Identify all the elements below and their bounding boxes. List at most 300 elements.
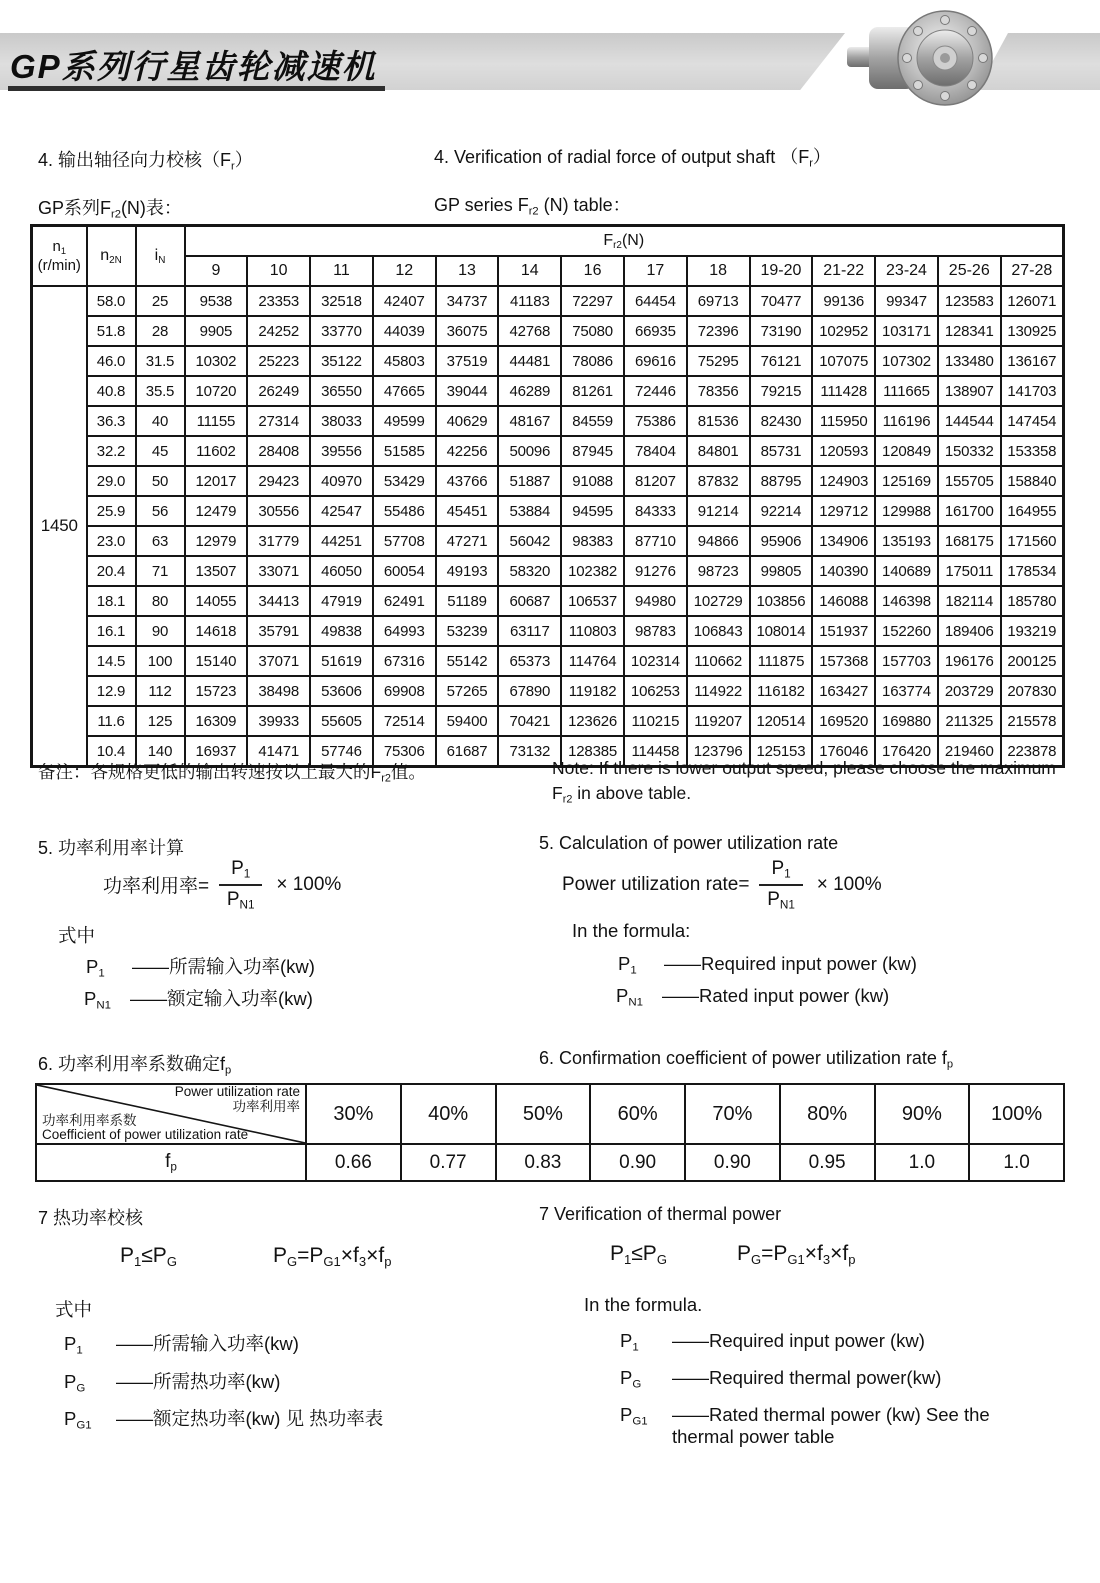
fr2-value-cell: 46050 — [310, 556, 373, 586]
fr2-value-cell: 87710 — [624, 526, 687, 556]
gear-reducer-illustration — [845, 3, 1005, 115]
in-cell: 71 — [136, 556, 185, 586]
fr2-value-cell: 41183 — [498, 286, 561, 316]
fr2-value-cell: 67890 — [498, 676, 561, 706]
fr2-value-cell: 53239 — [436, 616, 499, 646]
fr2-value-cell: 106253 — [624, 676, 687, 706]
fr2-value-cell: 111665 — [875, 376, 938, 406]
fr2-value-cell: 125153 — [750, 736, 813, 767]
fr2-value-cell: 38498 — [247, 676, 310, 706]
fr2-value-cell: 189406 — [938, 616, 1001, 646]
fr2-value-cell: 64993 — [373, 616, 436, 646]
fr2-value-cell: 26249 — [247, 376, 310, 406]
fr2-value-cell: 75306 — [373, 736, 436, 767]
fr2-value-cell: 39933 — [247, 706, 310, 736]
section5-intro-zh: 式中 — [58, 925, 96, 946]
fr2-value-cell: 58320 — [498, 556, 561, 586]
fr2-value-cell: 69908 — [373, 676, 436, 706]
fraction-denominator: PN1 — [767, 888, 795, 912]
pg1-description-line1: ——Rated thermal power (kw) See the — [672, 1404, 990, 1425]
fr2-value-cell: 51189 — [436, 586, 499, 616]
fr2-value-cell: 55142 — [436, 646, 499, 676]
fr2-value-cell: 102382 — [561, 556, 624, 586]
fr2-value-cell: 155705 — [938, 466, 1001, 496]
fr2-value-cell: 34413 — [247, 586, 310, 616]
fr2-value-cell: 178534 — [1001, 556, 1064, 586]
fr2-value-cell: 57746 — [310, 736, 373, 767]
fr2-value-cell: 119207 — [687, 706, 750, 736]
fr2-value-cell: 78356 — [687, 376, 750, 406]
fr2-value-cell: 25223 — [247, 346, 310, 376]
in-cell: 100 — [136, 646, 185, 676]
n2n-cell: 10.4 — [87, 736, 136, 767]
fr2-value-cell: 146088 — [812, 586, 875, 616]
ratio-header-cell: 27-28 — [1001, 256, 1064, 286]
fr2-value-cell: 70477 — [750, 286, 813, 316]
section7-intro-zh: 式中 — [55, 1299, 93, 1320]
fr2-value-cell: 135193 — [875, 526, 938, 556]
fr2-value-cell: 120514 — [750, 706, 813, 736]
fr2-value-cell: 176420 — [875, 736, 938, 767]
fr2-value-cell: 151937 — [812, 616, 875, 646]
ratio-header-cell: 19-20 — [750, 256, 813, 286]
n2n-cell: 51.8 — [87, 316, 136, 346]
fr2-value-cell: 134906 — [812, 526, 875, 556]
fr2-value-cell: 182114 — [938, 586, 1001, 616]
fr2-value-cell: 27314 — [247, 406, 310, 436]
fr2-value-cell: 14618 — [185, 616, 248, 646]
fr2-value-cell: 42547 — [310, 496, 373, 526]
fr2-value-cell: 72446 — [624, 376, 687, 406]
in-cell: 63 — [136, 526, 185, 556]
fr2-value-cell: 84333 — [624, 496, 687, 526]
fr2-value-cell: 78404 — [624, 436, 687, 466]
fr2-value-cell: 169520 — [812, 706, 875, 736]
fr2-value-cell: 106537 — [561, 586, 624, 616]
fr2-value-cell: 157703 — [875, 646, 938, 676]
ratio-header-cell: 11 — [310, 256, 373, 286]
percent-header: 90% — [875, 1084, 970, 1144]
fr2-value-cell: 63117 — [498, 616, 561, 646]
corner-bottom-en: Coefficient of power utilization rate — [42, 1127, 249, 1143]
fp-value: 1.0 — [875, 1144, 970, 1181]
fr2-value-cell: 152260 — [875, 616, 938, 646]
fr2-value-cell: 123796 — [687, 736, 750, 767]
fr2-table-row — [32, 586, 1064, 616]
fr2-value-cell: 95906 — [750, 526, 813, 556]
ratio-header-cell: 17 — [624, 256, 687, 286]
n2n-cell: 29.0 — [87, 466, 136, 496]
fr2-table-row — [32, 496, 1064, 526]
fr2-value-cell: 99805 — [750, 556, 813, 586]
percent-header: 30% — [306, 1084, 401, 1144]
fr2-header-row-1 — [32, 226, 1064, 257]
fr2-value-cell: 219460 — [938, 736, 1001, 767]
fr2-value-cell: 84559 — [561, 406, 624, 436]
fr2-value-cell: 223878 — [1001, 736, 1064, 767]
n1-unit: (r/min) — [37, 256, 81, 274]
fr2-value-cell: 157368 — [812, 646, 875, 676]
fr2-value-cell: 114922 — [687, 676, 750, 706]
fr2-value-cell: 53884 — [498, 496, 561, 526]
p1-description: ——所需输入功率(kw) — [132, 956, 315, 977]
fr2-value-cell: 124903 — [812, 466, 875, 496]
section7-title-en: 7 Verification of thermal power — [539, 1204, 782, 1224]
n2n-cell: 23.0 — [87, 526, 136, 556]
p1-definition-zh — [86, 953, 315, 979]
fr2-value-cell: 42256 — [436, 436, 499, 466]
fr2-value-cell: 91214 — [687, 496, 750, 526]
in-cell: 31.5 — [136, 346, 185, 376]
fr2-value-cell: 140689 — [875, 556, 938, 586]
fr2-value-cell: 200125 — [1001, 646, 1064, 676]
fraction-zh — [219, 858, 262, 911]
fp-value: 0.90 — [685, 1144, 780, 1181]
fr2-table-row — [32, 316, 1064, 346]
fp-value: 0.77 — [401, 1144, 496, 1181]
fr2-table-row — [32, 526, 1064, 556]
fr2-value-cell: 140390 — [812, 556, 875, 586]
n2n-cell: 20.4 — [87, 556, 136, 586]
fr2-table-row — [32, 556, 1064, 586]
in-header-cell: iN — [136, 226, 185, 287]
in-cell: 28 — [136, 316, 185, 346]
fraction-en — [759, 858, 802, 911]
fr2-value-cell: 16309 — [185, 706, 248, 736]
fr2-value-cell: 110215 — [624, 706, 687, 736]
fr2-value-cell: 32518 — [310, 286, 373, 316]
times-100-label: × 100% — [816, 873, 882, 895]
fr2-value-cell: 43766 — [436, 466, 499, 496]
fr2-value-cell: 163774 — [875, 676, 938, 706]
fr2-value-cell: 57708 — [373, 526, 436, 556]
in-cell: 45 — [136, 436, 185, 466]
fr2-table-row — [32, 616, 1064, 646]
fr2-value-cell: 48167 — [498, 406, 561, 436]
fr2-value-cell: 44481 — [498, 346, 561, 376]
fr2-value-cell: 147454 — [1001, 406, 1064, 436]
fr2-value-cell: 24252 — [247, 316, 310, 346]
fr2-value-cell: 176046 — [812, 736, 875, 767]
p1-symbol: P1 — [86, 956, 105, 980]
formula-p1-le-pg: P1≤PG — [610, 1242, 667, 1267]
fp-value: 0.95 — [780, 1144, 875, 1181]
ratio-header-cell: 12 — [373, 256, 436, 286]
fr2-value-cell: 65373 — [498, 646, 561, 676]
fr2-value-cell: 85731 — [750, 436, 813, 466]
fr2-value-cell: 35791 — [247, 616, 310, 646]
p1-symbol: P1 — [620, 1330, 639, 1354]
fr2-value-cell: 33770 — [310, 316, 373, 346]
fr2-value-cell: 138907 — [938, 376, 1001, 406]
fr2-value-cell: 102314 — [624, 646, 687, 676]
fr2-value-cell: 13507 — [185, 556, 248, 586]
ratio-header-cell: 21-22 — [812, 256, 875, 286]
fr2-value-cell: 72396 — [687, 316, 750, 346]
fr2-value-cell: 73132 — [498, 736, 561, 767]
page-title: GP系列行星齿轮减速机 — [10, 48, 377, 85]
p1-definition-en7 — [620, 1330, 925, 1353]
fr2-value-cell: 53606 — [310, 676, 373, 706]
fr2-value-cell: 114764 — [561, 646, 624, 676]
fr2-value-cell: 110662 — [687, 646, 750, 676]
percent-header: 70% — [685, 1084, 780, 1144]
fr2-value-cell: 87945 — [561, 436, 624, 466]
fr2-value-cell: 164955 — [1001, 496, 1064, 526]
pn1-symbol: PN1 — [84, 988, 112, 1012]
fr2-value-cell: 12979 — [185, 526, 248, 556]
section5-title-zh: 5. 功率利用率计算 — [38, 838, 185, 858]
times-100-label: × 100% — [276, 873, 342, 895]
n2n-cell: 58.0 — [87, 286, 136, 316]
fr2-value-cell: 41471 — [247, 736, 310, 767]
fr2-value-cell: 161700 — [938, 496, 1001, 526]
fr2-value-cell: 193219 — [1001, 616, 1064, 646]
pg1-symbol: PG1 — [620, 1404, 648, 1428]
fp-value: 0.90 — [590, 1144, 685, 1181]
fr2-value-cell: 129712 — [812, 496, 875, 526]
fr2-table-row — [32, 676, 1064, 706]
fr2-value-cell: 91276 — [624, 556, 687, 586]
fr2-value-cell: 215578 — [1001, 706, 1064, 736]
fr2-value-cell: 15140 — [185, 646, 248, 676]
fr2-value-cell: 81261 — [561, 376, 624, 406]
ratio-header-cell: 9 — [185, 256, 248, 286]
section6-title-en: 6. Confirmation coefficient of power utilization rate fp — [539, 1048, 954, 1071]
fr2-table-label-en: GP series Fr2 (N) table： — [434, 195, 631, 218]
corner-top-en: Power utilization rate — [174, 1084, 300, 1100]
fr2-value-cell: 47919 — [310, 586, 373, 616]
fr2-value-cell: 62491 — [373, 586, 436, 616]
pn1-description: ——额定输入功率(kw) — [130, 988, 313, 1009]
fr2-ratio-row — [32, 256, 1064, 286]
n2n-cell: 46.0 — [87, 346, 136, 376]
corner-top-zh: 功率利用率 — [232, 1098, 300, 1114]
fr2-value-cell: 39044 — [436, 376, 499, 406]
title-underline — [8, 86, 385, 91]
fr2-value-cell: 99136 — [812, 286, 875, 316]
fr2-value-cell: 9538 — [185, 286, 248, 316]
fr2-value-cell: 126071 — [1001, 286, 1064, 316]
n2n-cell: 40.8 — [87, 376, 136, 406]
fr2-table-row — [32, 346, 1064, 376]
n2n-header-cell: n2N — [87, 226, 136, 287]
fr2-value-cell: 42407 — [373, 286, 436, 316]
note-zh: 备注：各规格更低的输出转速按以上最大的Fr2值。 — [38, 762, 426, 785]
pn1-symbol: PN1 — [616, 985, 644, 1009]
fr2-value-cell: 42768 — [498, 316, 561, 346]
fr2-value-cell: 108014 — [750, 616, 813, 646]
pg1-description — [672, 1404, 990, 1448]
fr2-value-cell: 84801 — [687, 436, 750, 466]
p1-symbol: P1 — [618, 953, 637, 977]
fr2-value-cell: 81536 — [687, 406, 750, 436]
corner-cell — [36, 1084, 306, 1144]
fraction-numerator: P1 — [759, 858, 802, 886]
n2n-cell: 12.9 — [87, 676, 136, 706]
fr2-value-cell: 9905 — [185, 316, 248, 346]
fr2-value-cell: 171560 — [1001, 526, 1064, 556]
fr2-value-cell: 61687 — [436, 736, 499, 767]
in-cell: 112 — [136, 676, 185, 706]
n2n-cell: 16.1 — [87, 616, 136, 646]
formula-pg-equation: PG=PG1×f3×fp — [272, 1244, 392, 1269]
fr2-value-cell: 49599 — [373, 406, 436, 436]
in-cell: 80 — [136, 586, 185, 616]
section5-intro-en: In the formula: — [572, 920, 691, 941]
fr2-value-cell: 55605 — [310, 706, 373, 736]
fr2-value-cell: 36550 — [310, 376, 373, 406]
ratio-header-cell: 10 — [247, 256, 310, 286]
fr2-value-cell: 44251 — [310, 526, 373, 556]
fr2-value-cell: 49193 — [436, 556, 499, 586]
fr2-value-cell: 34737 — [436, 286, 499, 316]
fr2-value-cell: 106843 — [687, 616, 750, 646]
fr2-table-row — [32, 646, 1064, 676]
fr2-value-cell: 66935 — [624, 316, 687, 346]
formula-pg-equation: PG=PG1×f3×fp — [736, 1242, 856, 1267]
fr2-value-cell: 10302 — [185, 346, 248, 376]
fr2-value-cell: 110803 — [561, 616, 624, 646]
pg1-definition-en — [620, 1404, 990, 1448]
fr2-value-cell: 67316 — [373, 646, 436, 676]
fr2-value-cell: 38033 — [310, 406, 373, 436]
fr2-value-cell: 81207 — [624, 466, 687, 496]
section4-heading-en: 4. Verification of radial force of output shaft （Fr） — [434, 147, 831, 170]
pg-description: ——所需热功率(kw) — [116, 1371, 281, 1392]
fr2-value-cell: 158840 — [1001, 466, 1064, 496]
fr2-value-cell: 129988 — [875, 496, 938, 526]
fp-values-row — [36, 1144, 1064, 1181]
fr2-value-cell: 120849 — [875, 436, 938, 466]
fr2-value-cell: 75386 — [624, 406, 687, 436]
fp-label: fp — [36, 1144, 306, 1181]
fr2-value-cell: 78086 — [561, 346, 624, 376]
fr2-value-cell: 82430 — [750, 406, 813, 436]
fr2-value-cell: 59400 — [436, 706, 499, 736]
fr2-value-cell: 12017 — [185, 466, 248, 496]
fr2-table-row — [32, 706, 1064, 736]
fr2-value-cell: 33071 — [247, 556, 310, 586]
pg1-description: ——额定热功率(kw) 见 热功率表 — [116, 1408, 384, 1429]
fr2-table-row — [32, 436, 1064, 466]
fr2-value-cell: 125169 — [875, 466, 938, 496]
fr2-value-cell: 98783 — [624, 616, 687, 646]
fr2-value-cell: 144544 — [938, 406, 1001, 436]
fr2-value-cell: 128341 — [938, 316, 1001, 346]
formula-p1-le-pg: P1≤PG — [120, 1244, 177, 1269]
pg-definition-en — [620, 1367, 941, 1390]
fr2-value-cell: 70421 — [498, 706, 561, 736]
fr2-value-cell: 169880 — [875, 706, 938, 736]
n2n-cell: 32.2 — [87, 436, 136, 466]
formula-label-zh: 功率利用率= — [103, 876, 210, 898]
fr2-value-cell: 119182 — [561, 676, 624, 706]
ratio-header-cell: 14 — [498, 256, 561, 286]
fr2-value-cell: 60687 — [498, 586, 561, 616]
fr2-value-cell: 15723 — [185, 676, 248, 706]
thermal-formulas-zh — [120, 1244, 391, 1269]
pg-description: ——Required thermal power(kw) — [672, 1367, 942, 1388]
fp-value: 1.0 — [969, 1144, 1064, 1181]
fr2-table-row — [32, 286, 1064, 316]
fr2-value-cell: 55486 — [373, 496, 436, 526]
fr2-value-cell: 141703 — [1001, 376, 1064, 406]
fr2-value-cell: 115950 — [812, 406, 875, 436]
fr2-value-cell: 39556 — [310, 436, 373, 466]
fr2-table-row — [32, 406, 1064, 436]
fr2-value-cell: 114458 — [624, 736, 687, 767]
fr2-value-cell: 11155 — [185, 406, 248, 436]
pn1-definition-en — [616, 985, 889, 1008]
fr2-value-cell: 35122 — [310, 346, 373, 376]
in-cell: 56 — [136, 496, 185, 526]
fraction-denominator: PN1 — [226, 888, 255, 912]
fr2-value-cell: 163427 — [812, 676, 875, 706]
fr2-value-cell: 46289 — [498, 376, 561, 406]
pg1-description-line2: thermal power table — [672, 1426, 835, 1447]
fr2-value-cell: 133480 — [938, 346, 1001, 376]
fr2-value-cell: 103856 — [750, 586, 813, 616]
fr2-value-cell: 51619 — [310, 646, 373, 676]
fr2-value-cell: 72297 — [561, 286, 624, 316]
p1-symbol: P1 — [64, 1333, 83, 1357]
fr2-value-cell: 40629 — [436, 406, 499, 436]
fr2-value-cell: 23353 — [247, 286, 310, 316]
fr2-value-cell: 51585 — [373, 436, 436, 466]
fr2-value-cell: 29423 — [247, 466, 310, 496]
section7-title-zh: 7 热功率校核 — [38, 1208, 144, 1228]
fraction-numerator: P1 — [219, 858, 262, 886]
fr2-value-cell: 103171 — [875, 316, 938, 346]
section4-heading-zh: 4. 输出轴径向力校核（Fr） — [38, 150, 253, 173]
in-cell: 90 — [136, 616, 185, 646]
fr2-value-cell: 56042 — [498, 526, 561, 556]
fr2-value-cell: 102952 — [812, 316, 875, 346]
fr2-value-cell: 116196 — [875, 406, 938, 436]
ratio-header-cell: 13 — [436, 256, 499, 286]
fr2-value-cell: 102729 — [687, 586, 750, 616]
fr2-value-cell: 207830 — [1001, 676, 1064, 706]
fr2-value-cell: 11602 — [185, 436, 248, 466]
fr2-value-cell: 60054 — [373, 556, 436, 586]
fr2-value-cell: 98723 — [687, 556, 750, 586]
fr2-value-cell: 123583 — [938, 286, 1001, 316]
fr2-value-cell: 111428 — [812, 376, 875, 406]
fr2-value-cell: 75080 — [561, 316, 624, 346]
fr2-table — [30, 224, 1065, 768]
fr2-value-cell: 69616 — [624, 346, 687, 376]
n2n-cell: 25.9 — [87, 496, 136, 526]
fr2-value-cell: 128385 — [561, 736, 624, 767]
gear-reducer-image — [845, 3, 1005, 120]
fr2-value-cell: 116182 — [750, 676, 813, 706]
fr2-value-cell: 47665 — [373, 376, 436, 406]
ratio-header-cell: 23-24 — [875, 256, 938, 286]
power-utilization-formula-zh — [103, 858, 341, 911]
fr2-value-cell: 79215 — [750, 376, 813, 406]
fr2-value-cell: 146398 — [875, 586, 938, 616]
fr2-value-cell: 98383 — [561, 526, 624, 556]
fr2-value-cell: 12479 — [185, 496, 248, 526]
in-cell: 125 — [136, 706, 185, 736]
in-cell: 40 — [136, 406, 185, 436]
fr2-value-cell: 69713 — [687, 286, 750, 316]
fr2-value-cell: 203729 — [938, 676, 1001, 706]
fr2-value-cell: 50096 — [498, 436, 561, 466]
fr2-value-cell: 16937 — [185, 736, 248, 767]
n2n-cell: 36.3 — [87, 406, 136, 436]
